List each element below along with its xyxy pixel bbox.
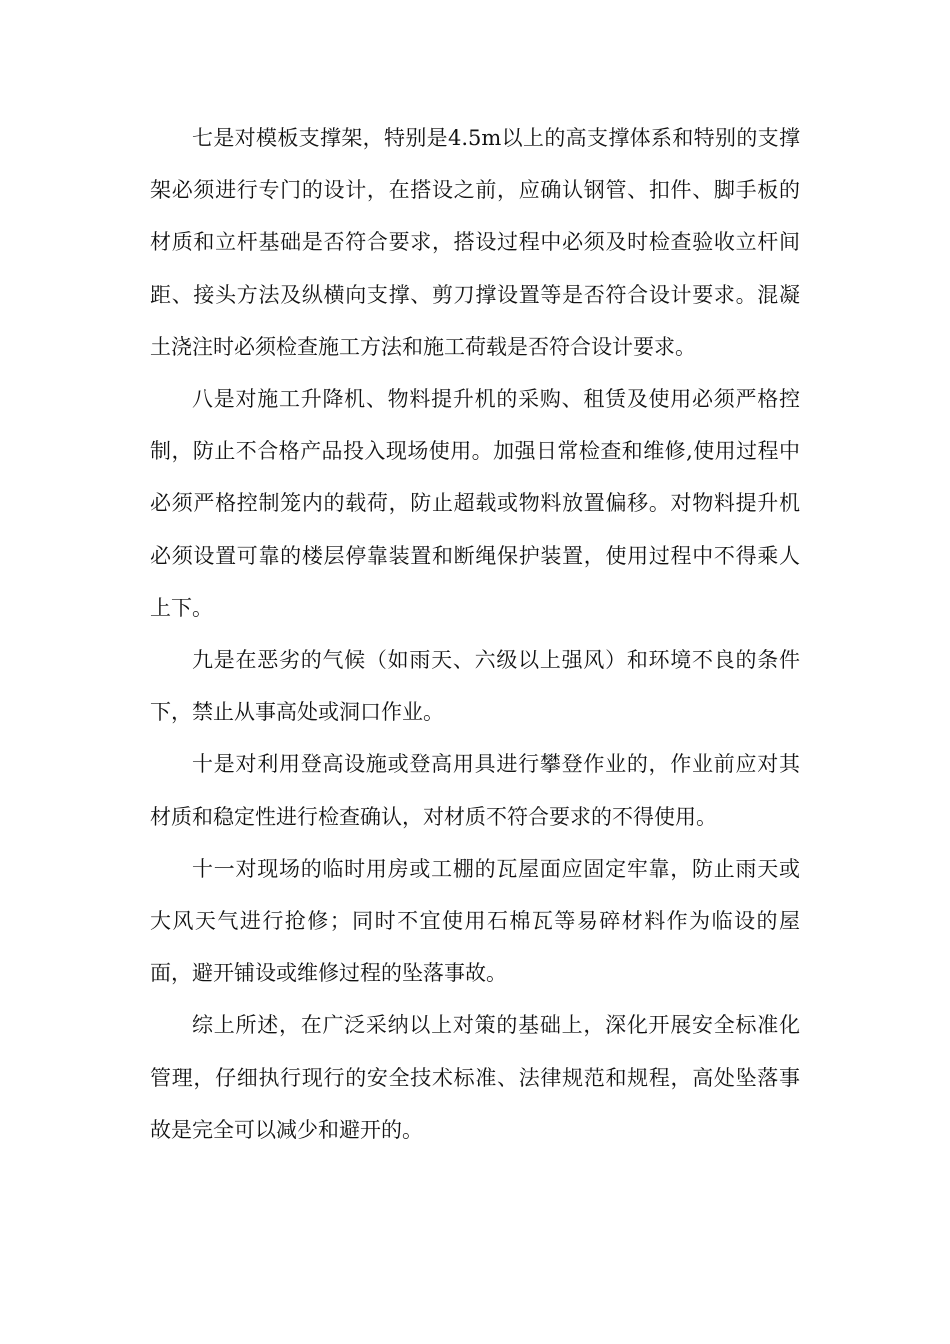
paragraph-7: 七是对模板支撑架，特别是4.5m以上的高支撑体系和特别的支撑架必须进行专门的设计，在搭设之前，应确认钢管、扣件、脚手板的材质和立杆基础是否符合要求，搭设过程中必须及时检查验收立杆间距、接头方法及纵横向支撑、剪刀撑设置等是否符合设计要求。混凝土浇注时必须检查施工方法和施工荷载是否符合设计要求。 — [150, 126, 800, 359]
paragraph-8: 八是对施工升降机、物料提升机的采购、租赁及使用必须严格控制，防止不合格产品投入现场使用。加强日常检查和维修,使用过程中必须严格控制笼内的载荷，防止超载或物料放置偏移。对物料提升机必须设置可靠的楼层停靠装置和断绳保护装置，使用过程中不得乘人上下。 — [150, 387, 800, 620]
paragraph-summary: 综上所述，在广泛采纳以上对策的基础上，深化开展安全标准化管理，仔细执行现行的安全技术标准、法律规范和规程，高处坠落事故是完全可以减少和避开的。 — [150, 1013, 800, 1142]
paragraph-10: 十是对利用登高设施或登高用具进行攀登作业的，作业前应对其材质和稳定性进行检查确认，对材质不符合要求的不得使用。 — [150, 752, 800, 829]
paragraph-11: 十一对现场的临时用房或工棚的瓦屋面应固定牢靠，防止雨天或大风天气进行抢修；同时不宜使用石棉瓦等易碎材料作为临设的屋面，避开铺设或维修过程的坠落事故。 — [150, 856, 800, 986]
paragraph-9: 九是在恶劣的气候（如雨天、六级以上强风）和环境不良的条件下，禁止从事高处或洞口作业。 — [150, 648, 800, 725]
document-page — [150, 112, 800, 1156]
